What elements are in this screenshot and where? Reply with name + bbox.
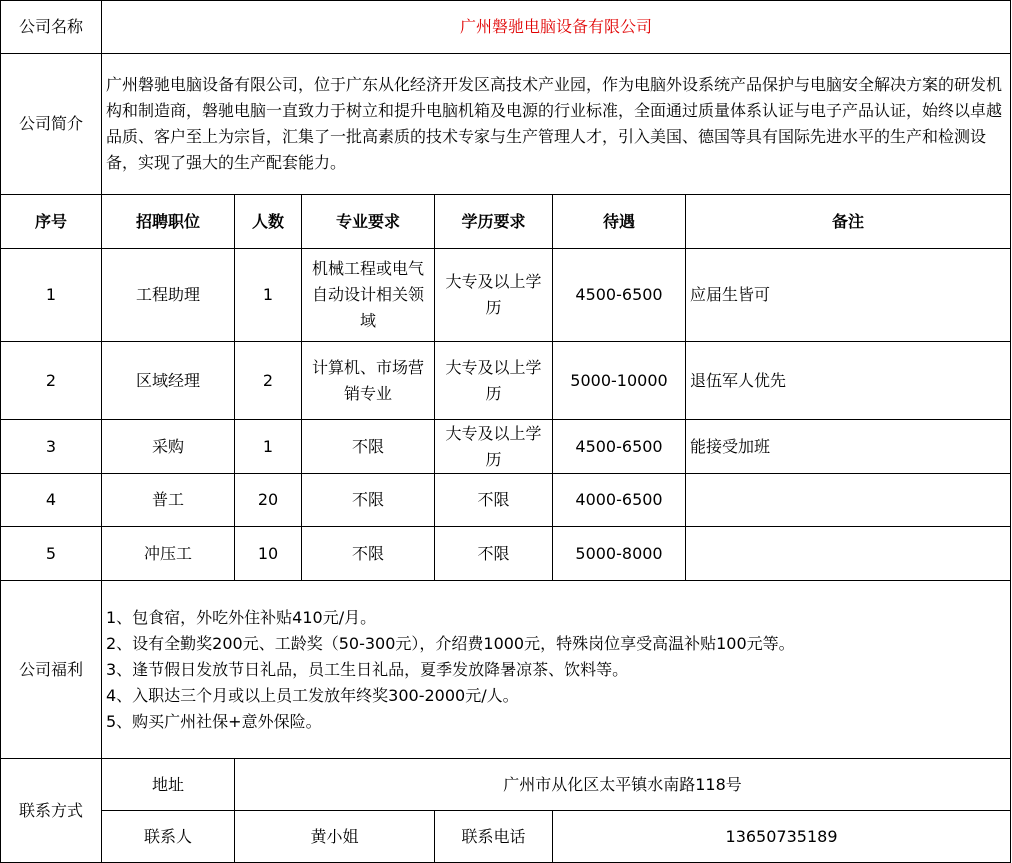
- header-salary: 待遇: [553, 195, 686, 249]
- company-name-label: 公司名称: [1, 1, 102, 54]
- job-count: 1: [235, 420, 302, 474]
- job-count: 20: [235, 474, 302, 527]
- job-no: 4: [1, 474, 102, 527]
- job-salary: 5000-10000: [553, 342, 686, 420]
- job-edu: 不限: [435, 474, 553, 527]
- contact-label: 联系方式: [1, 759, 102, 863]
- header-no: 序号: [1, 195, 102, 249]
- contact-phone-label: 联系电话: [435, 811, 553, 863]
- welfare-content: [102, 581, 1011, 759]
- job-position: 采购: [102, 420, 235, 474]
- table-row: [1, 474, 1011, 527]
- job-major: 不限: [302, 474, 435, 527]
- job-salary: 4000-6500: [553, 474, 686, 527]
- job-salary: 4500-6500: [553, 249, 686, 342]
- address-label: 地址: [102, 759, 235, 811]
- header-count: 人数: [235, 195, 302, 249]
- job-no: 5: [1, 527, 102, 581]
- contact-address-row: [1, 759, 1011, 811]
- address-value: 广州市从化区太平镇水南路118号: [235, 759, 1011, 811]
- job-count: 1: [235, 249, 302, 342]
- welfare-item: 4、入职达三个月或以上员工发放年终奖300-2000元/人。: [106, 685, 519, 705]
- contact-person-row: [1, 811, 1011, 863]
- job-no: 3: [1, 420, 102, 474]
- job-major: 不限: [302, 527, 435, 581]
- job-edu: 大专及以上学历: [435, 249, 553, 342]
- welfare-label: 公司福利: [1, 581, 102, 759]
- welfare-item: 3、逢节假日发放节日礼品，员工生日礼品，夏季发放降暑凉茶、饮料等。: [106, 659, 629, 679]
- job-count: 2: [235, 342, 302, 420]
- job-no: 1: [1, 249, 102, 342]
- header-note: 备注: [686, 195, 1011, 249]
- welfare-item: 2、设有全勤奖200元、工龄奖（50-300元），介绍费1000元，特殊岗位享受高温补贴100元等。: [106, 633, 795, 653]
- job-no: 2: [1, 342, 102, 420]
- job-major: 计算机、市场营销专业: [302, 342, 435, 420]
- job-salary: 4500-6500: [553, 420, 686, 474]
- job-edu: 大专及以上学历: [435, 420, 553, 474]
- welfare-row: [1, 581, 1011, 759]
- job-note: [686, 527, 1011, 581]
- header-position: 招聘职位: [102, 195, 235, 249]
- job-position: 工程助理: [102, 249, 235, 342]
- table-row: [1, 420, 1011, 474]
- job-position: 普工: [102, 474, 235, 527]
- contact-phone-value: 13650735189: [553, 811, 1011, 863]
- job-count: 10: [235, 527, 302, 581]
- welfare-list: [106, 605, 1006, 735]
- job-edu: 大专及以上学历: [435, 342, 553, 420]
- job-position: 冲压工: [102, 527, 235, 581]
- table-row: [1, 527, 1011, 581]
- job-salary: 5000-8000: [553, 527, 686, 581]
- job-note: 能接受加班: [686, 420, 1011, 474]
- company-intro-label: 公司简介: [1, 54, 102, 195]
- header-major: 专业要求: [302, 195, 435, 249]
- job-position: 区域经理: [102, 342, 235, 420]
- company-intro-text: 广州磐驰电脑设备有限公司，位于广东从化经济开发区高技术产业园，作为电脑外设系统产品保护与电脑安全解决方案的研发机构和制造商，磐驰电脑一直致力于树立和提升电脑机箱及电源的行业标准，全面通过质量体系认证与电子产品认证，始终以卓越品质、客户至上为宗旨，汇集了一批高素质的技术专家与生产管理人才，引入美国、德国等具有国际先进水平的生产和检测设备，实现了强大的生产配套能力。: [102, 54, 1011, 195]
- header-edu: 学历要求: [435, 195, 553, 249]
- welfare-item: 5、购买广州社保+意外保险。: [106, 711, 322, 731]
- job-edu: 不限: [435, 527, 553, 581]
- company-name-row: [1, 1, 1011, 54]
- job-note: [686, 474, 1011, 527]
- welfare-item: 1、包食宿，外吃外住补贴410元/月。: [106, 607, 377, 627]
- table-row: [1, 342, 1011, 420]
- job-note: 应届生皆可: [686, 249, 1011, 342]
- job-note: 退伍军人优先: [686, 342, 1011, 420]
- job-major: 机械工程或电气自动设计相关领域: [302, 249, 435, 342]
- contact-person-value: 黄小姐: [235, 811, 435, 863]
- company-intro-row: [1, 54, 1011, 195]
- contact-person-label: 联系人: [102, 811, 235, 863]
- jobs-header-row: [1, 195, 1011, 249]
- company-name: 广州磐驰电脑设备有限公司: [102, 1, 1011, 54]
- job-major: 不限: [302, 420, 435, 474]
- table-row: [1, 249, 1011, 342]
